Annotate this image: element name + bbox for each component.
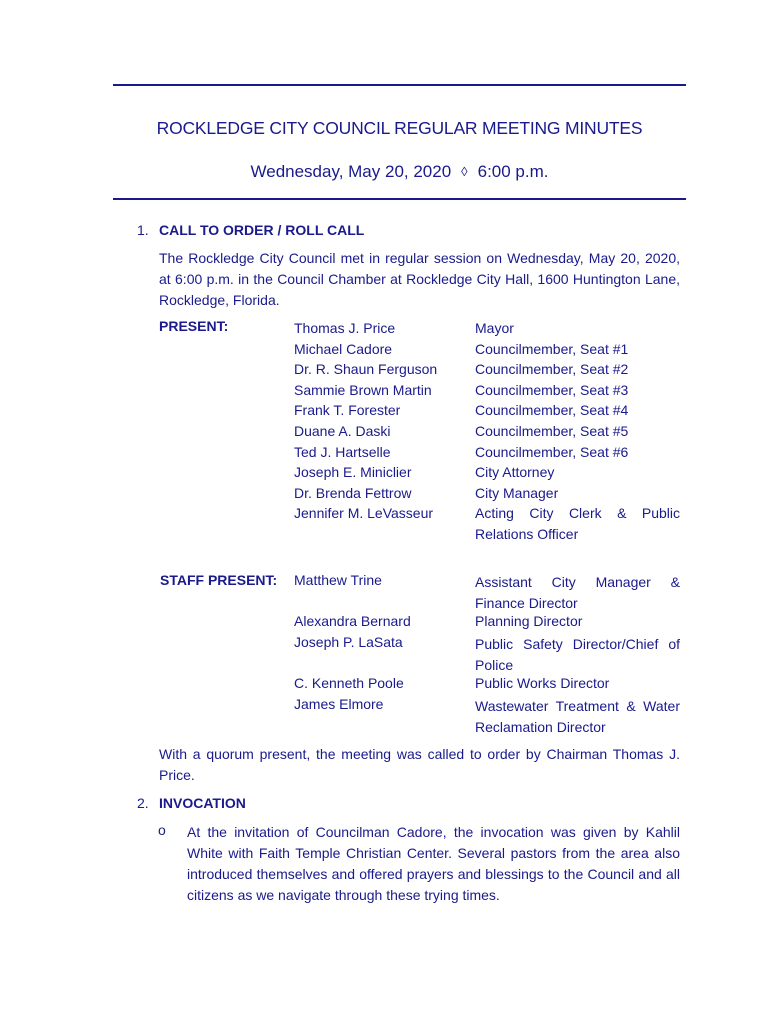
present-titles-column	[475, 318, 680, 545]
section-heading-roll-call	[137, 222, 364, 238]
staff-name: Alexandra Bernard	[294, 613, 411, 629]
section-heading-invocation	[137, 795, 246, 811]
bottom-rule	[113, 198, 686, 200]
present-title: Councilmember, Seat #6	[475, 443, 629, 460]
present-title: Councilmember, Seat #4	[475, 402, 629, 419]
present-title: Mayor	[475, 320, 514, 336]
present-name: Sammie Brown Martin	[294, 381, 432, 398]
section-title: CALL TO ORDER / ROLL CALL	[159, 222, 365, 238]
present-name: Frank T. Forester	[294, 402, 401, 419]
staff-title: Assistant City Manager & Finance Director	[475, 574, 680, 611]
present-title: City Manager	[475, 484, 559, 501]
meeting-time: 6:00 p.m.	[477, 162, 549, 181]
diamond-icon: ◊	[461, 164, 468, 179]
staff-name: C. Kenneth Poole	[294, 675, 404, 691]
present-label: PRESENT:	[159, 318, 229, 334]
present-name: Thomas J. Price	[294, 320, 396, 336]
section-number: 1.	[137, 222, 149, 238]
present-name: Dr. Brenda Fettrow	[294, 484, 412, 501]
present-names-column	[294, 318, 469, 524]
section-title: INVOCATION	[159, 795, 246, 811]
invocation-text: At the invitation of Councilman Cadore, the invocation was given by Kahlil White with Faith Temple Christian Center. Several pastors from the area also introduced themselves and offered prayers and blessings to the Council and all citizens as we navigate through these trying times.	[187, 824, 680, 903]
meeting-date-time	[113, 162, 686, 182]
staff-name: Matthew Trine	[294, 572, 382, 588]
present-title: Acting City Clerk & Public Relations Officer	[475, 505, 680, 542]
present-title: Councilmember, Seat #1	[475, 340, 629, 357]
present-title: Councilmember, Seat #5	[475, 422, 629, 439]
present-title: Councilmember, Seat #2	[475, 361, 629, 378]
present-name: Michael Cadore	[294, 340, 393, 357]
staff-name: Joseph P. LaSata	[294, 634, 403, 650]
quorum-statement: With a quorum present, the meeting was called to order by Chairman Thomas J. Price.	[159, 746, 680, 783]
present-title: Councilmember, Seat #3	[475, 381, 629, 398]
present-name: Duane A. Daski	[294, 422, 391, 439]
present-title: City Attorney	[475, 464, 555, 481]
roll-call-intro: The Rockledge City Council met in regular session on Wednesday, May 20, 2020, at 6:00 p.m. in the Council Chamber at Rockledge City Hall, 1600 Huntington Lane, Rockledge, Florida.	[159, 250, 680, 308]
page-title: ROCKLEDGE CITY COUNCIL REGULAR MEETING MINUTES	[156, 118, 643, 138]
section-number: 2.	[137, 795, 149, 811]
staff-title: Public Works Director	[475, 675, 610, 691]
staff-present-label: STAFF PRESENT:	[160, 572, 278, 588]
present-name: Jennifer M. LeVasseur	[294, 505, 434, 522]
staff-name: James Elmore	[294, 696, 384, 712]
bullet-icon: o	[158, 822, 166, 838]
staff-title: Public Safety Director/Chief of Police	[475, 636, 680, 673]
meeting-date: Wednesday, May 20, 2020	[250, 162, 452, 181]
top-rule	[113, 84, 686, 86]
present-name: Joseph E. Miniclier	[294, 464, 412, 481]
staff-title: Wastewater Treatment & Water Reclamation Director	[475, 698, 680, 735]
present-name: Ted J. Hartselle	[294, 443, 391, 460]
present-name: Dr. R. Shaun Ferguson	[294, 361, 438, 378]
staff-title: Planning Director	[475, 613, 583, 629]
